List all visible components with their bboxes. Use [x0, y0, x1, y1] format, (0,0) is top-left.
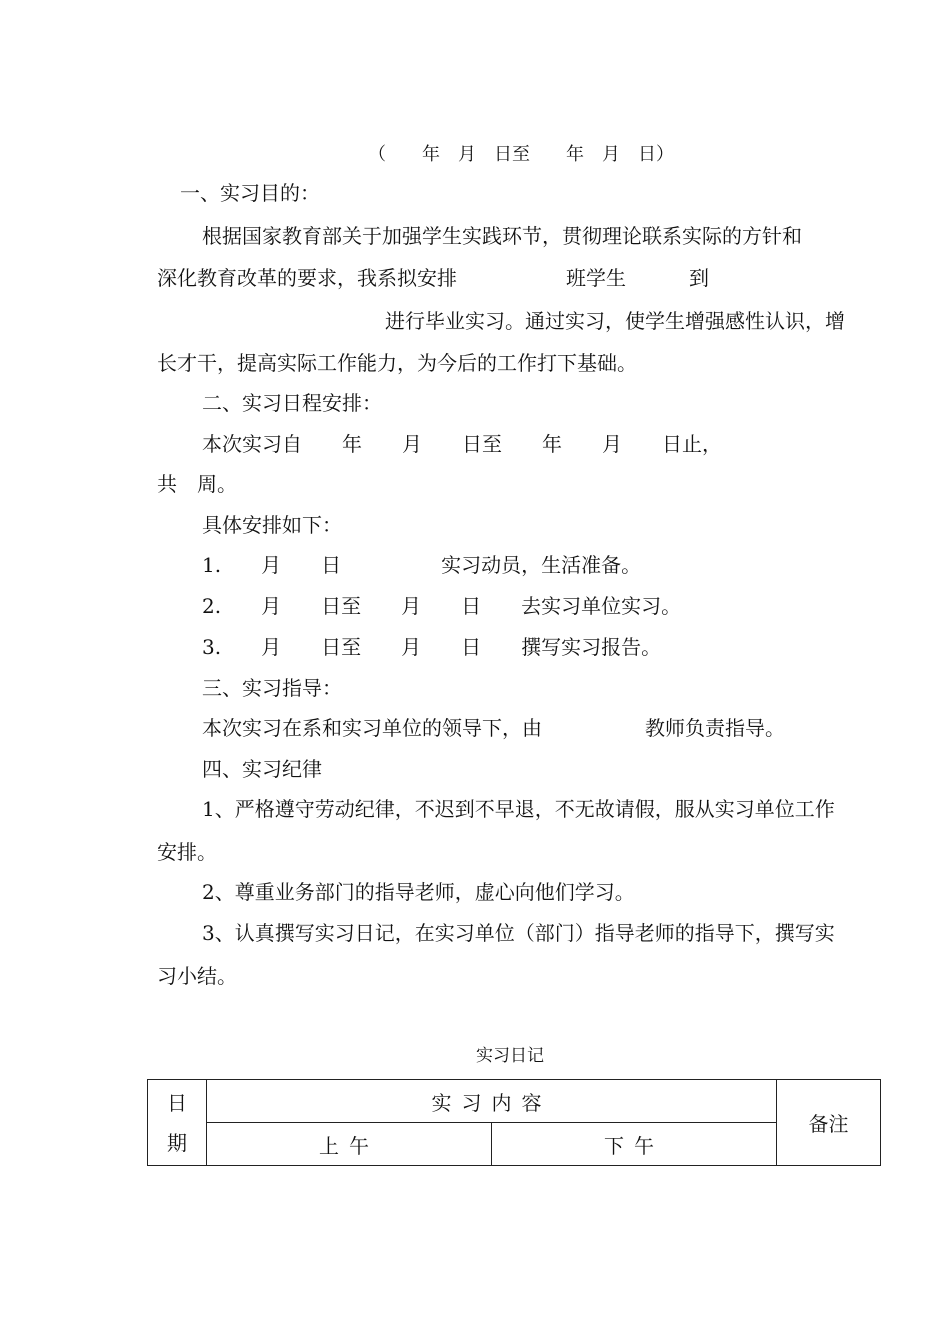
date-header-top: 日	[167, 1090, 187, 1115]
rule1-line2: 安排。	[157, 840, 217, 864]
diary-title: 实习日记	[476, 1046, 544, 1066]
rule3-line2: 习小结。	[157, 964, 237, 988]
remarks-header-cell: 备注	[777, 1080, 881, 1166]
section1-para-line3: 进行毕业实习。通过实习，使学生增强感性认识，增	[385, 309, 845, 333]
schedule-item-3: 3. 月 日至 月 日 撰写实习报告。	[202, 635, 662, 659]
section1-heading: 一、实习目的：	[180, 181, 320, 205]
section3-line-b: 教师负责指导。	[645, 716, 785, 740]
section3-line-a: 本次实习在系和实习单位的领导下，由	[202, 716, 542, 740]
section2-detail-heading: 具体安排如下：	[202, 513, 342, 537]
content-header-cell: 实习内容	[207, 1080, 777, 1123]
section1-para-line2-a: 深化教育改革的要求，我系拟安排	[157, 266, 457, 290]
diary-table	[147, 1079, 881, 1166]
date-range-line: （ 年 月 日至 年 月 日）	[368, 144, 674, 165]
section1-para-line2-c: 到	[689, 266, 709, 290]
section3-heading: 三、实习指导：	[202, 676, 342, 700]
section4-heading: 四、实习纪律	[202, 757, 322, 781]
section2-heading: 二、实习日程安排：	[202, 391, 382, 415]
section1-para-line2-b: 班学生	[566, 266, 626, 290]
date-header-cell	[148, 1080, 207, 1166]
morning-header-cell: 上午	[207, 1123, 492, 1166]
section2-period-line: 本次实习自 年 月 日至 年 月 日止，	[202, 432, 722, 456]
afternoon-header-cell: 下午	[492, 1123, 777, 1166]
schedule-item-1: 1. 月 日 实习动员，生活准备。	[202, 553, 642, 577]
rule1-line1: 1、严格遵守劳动纪律，不迟到不早退，不无故请假，服从实习单位工作	[202, 797, 835, 821]
section2-weeks-line: 共 周。	[157, 472, 237, 496]
rule2: 2、尊重业务部门的指导老师，虚心向他们学习。	[202, 880, 635, 904]
rule3-line1: 3、认真撰写实习日记，在实习单位（部门）指导老师的指导下，撰写实	[202, 921, 835, 945]
date-header-bottom: 期	[167, 1130, 187, 1155]
section1-para-line4: 长才干，提高实际工作能力，为今后的工作打下基础。	[157, 351, 637, 375]
section1-para-line1: 根据国家教育部关于加强学生实践环节，贯彻理论联系实际的方针和	[202, 224, 802, 248]
schedule-item-2: 2. 月 日至 月 日 去实习单位实习。	[202, 594, 682, 618]
